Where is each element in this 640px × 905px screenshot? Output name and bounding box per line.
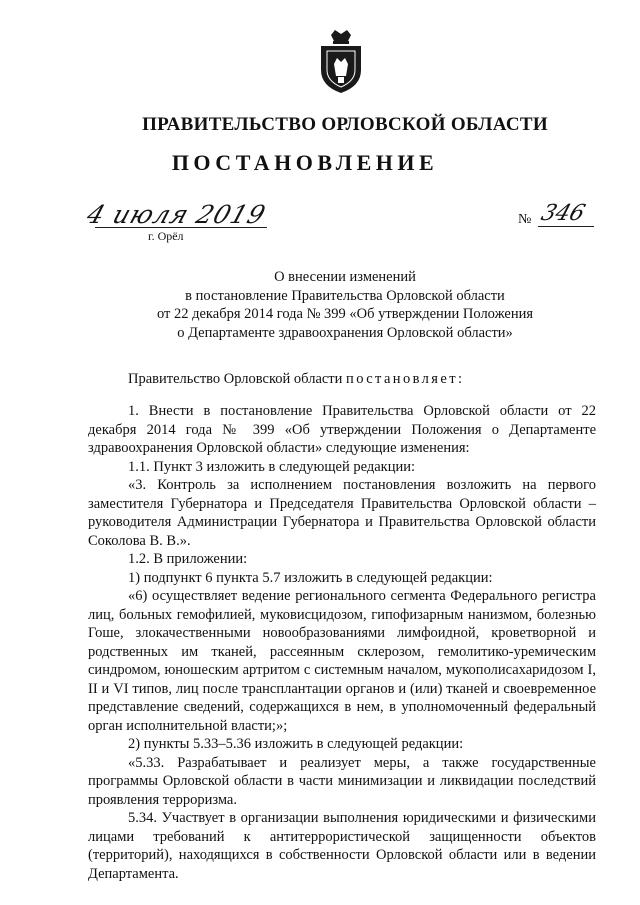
handwritten-number: 346 [537, 201, 589, 226]
body-paragraph: 5.34. Участвует в организации выполнения юридическими и физическими лицами требований к антитеррористической защищенности объектов (территорий), находящихся в собственности Орловской области или в ведении Департамента. [88, 810, 596, 882]
subject-line: о Департаменте здравоохранения Орловской области» [177, 324, 513, 341]
preamble [128, 371, 462, 388]
handwritten-date: 4 июля 2019 [83, 200, 270, 229]
body-paragraph: «6) осуществляет ведение регионального сегмента Федерального регистра лиц, больных гемофилией, муковисцидозом, гипофизарным нанизмом, болезнью Гоше, злокачественными новообразованиями лимфоидной, кроветворной и родственных им тканей, рассеянным склерозом, гемолитико-уремическим синдромом, юношеским артритом с системным началом, мукополисахаридозом I, II и VI типов, лиц после трансплантации органов и (или) тканей и своевременное представление сведений, содержащихся в нем, в уполномоченный федеральный орган исполнительной власти;»; [88, 588, 596, 734]
document-subject [0, 268, 640, 342]
body-paragraph: 2) пункты 5.33–5.36 изложить в следующей редакции: [128, 736, 464, 752]
number-label: № [518, 212, 532, 227]
date-underline [95, 227, 267, 228]
coat-of-arms-icon [318, 30, 364, 94]
subject-line: в постановление Правительства Орловской области [185, 287, 505, 304]
preamble-verb: постановляет [346, 371, 458, 387]
body-paragraph: «3. Контроль за исполнением постановления возложить на первого заместителя Губернатора и Председателя Правительства Орловской области – руководителя Администрации Губернатора и Правительства Орловской области Соколова В. В.». [88, 477, 596, 549]
subject-line: О внесении изменений [274, 269, 416, 285]
body-paragraph: 1. Внести в постановление Правительства Орловской области от 22 декабря 2014 года № 399 «Об утверждении Положения о Департаменте здравоохранения Орловской области» следующие изменения: [88, 403, 596, 456]
organization-title: ПРАВИТЕЛЬСТВО ОРЛОВСКОЙ ОБЛАСТИ [142, 114, 548, 135]
number-underline [538, 226, 594, 227]
subject-line: от 22 декабря 2014 года № 399 «Об утверждении Положения [156, 306, 534, 322]
preamble-colon: : [457, 371, 462, 387]
body-paragraph: «5.33. Разрабатывает и реализует меры, а также государственные программы Орловской области в части минимизации и ликвидации последствий проявления терроризма. [88, 754, 596, 808]
document-body [88, 402, 596, 883]
city-label: г. Орёл [148, 229, 184, 243]
body-paragraph: 1.2. В приложении: [128, 551, 248, 567]
body-paragraph: 1.1. Пункт 3 изложить в следующей редакции: [128, 458, 416, 475]
body-paragraph: 1) подпункт 6 пункта 5.7 изложить в следующей редакции: [128, 569, 493, 586]
document-type-title: ПОСТАНОВЛЕНИЕ [171, 150, 439, 175]
preamble-text: Правительство Орловской области [128, 371, 343, 387]
